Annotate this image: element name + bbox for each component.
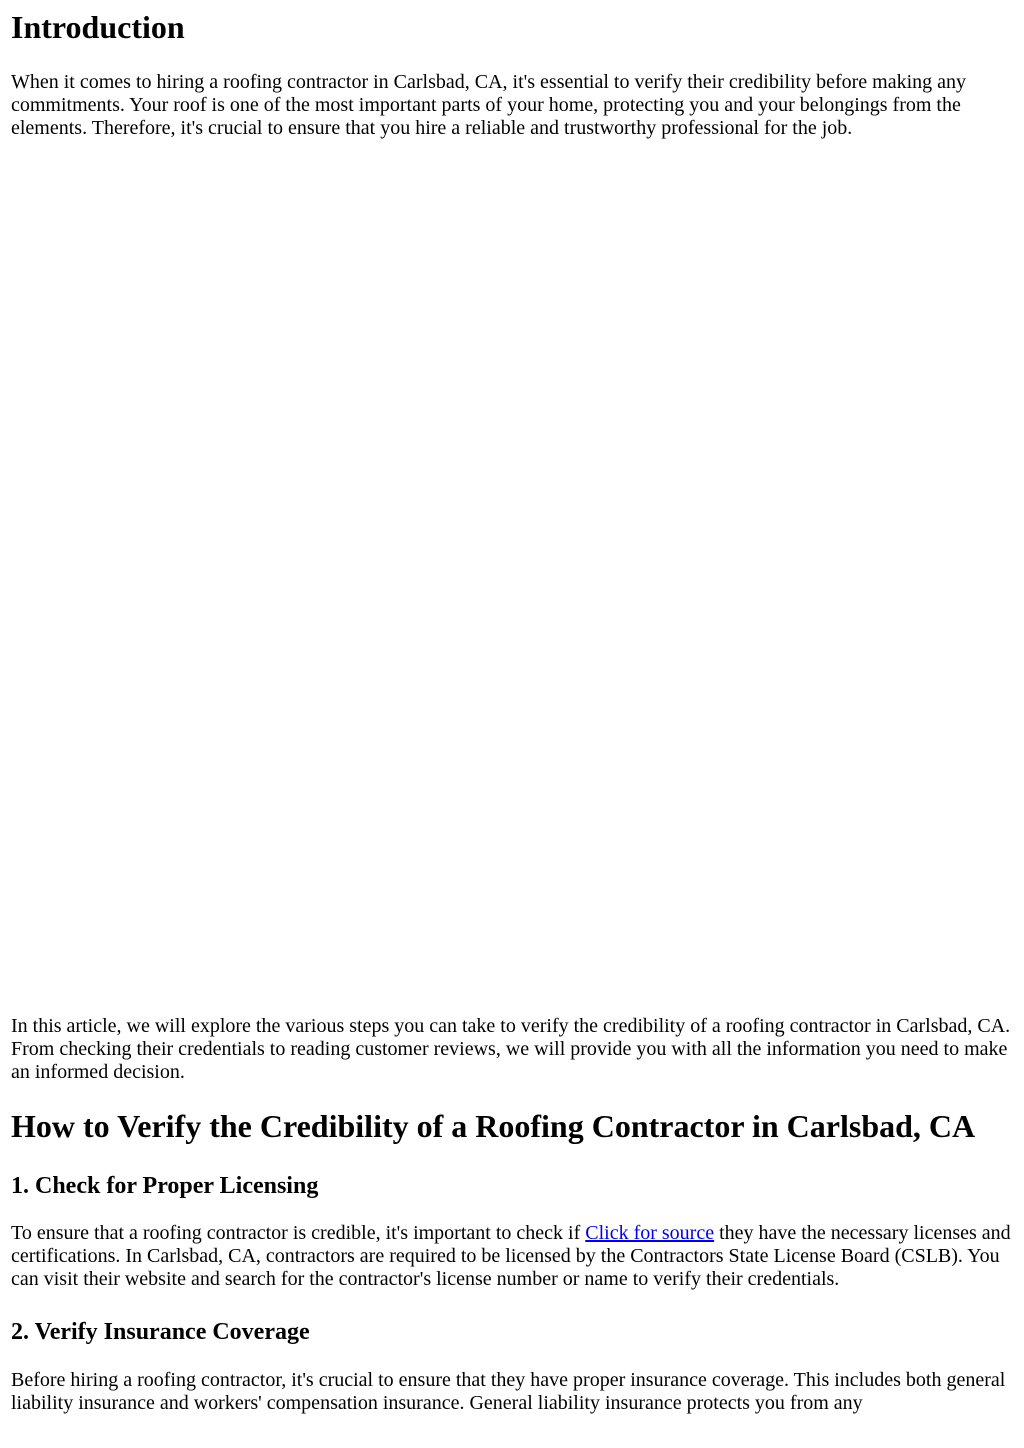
intro-heading: Introduction <box>11 9 185 45</box>
insurance-heading: 2. Verify Insurance Coverage <box>11 1319 310 1345</box>
blank-image-area <box>11 160 1013 1000</box>
article-overview-paragraph: In this article, we will explore the various steps you can take to verify the credibility of a roofing contractor in Carlsbad, CA. From checking their credentials to reading customer reviews, we will provide you with all the information you need to make an informed decision. <box>11 1015 1011 1083</box>
licensing-paragraph <box>11 1222 1013 1291</box>
insurance-paragraph: Before hiring a roofing contractor, it's crucial to ensure that they have proper insurance coverage. This includes both general liability insurance and workers' compensation insurance. General liability insurance protects you from any <box>11 1369 1006 1414</box>
licensing-text-after-link: they have the necessary licenses and certifications. In Carlsbad, CA, contractors are required to be licensed by the Contractors State License Board (CSLB). You can visit their website and search for the contractor's license number or name to verify their credentials. <box>11 1222 1011 1290</box>
licensing-heading: 1. Check for Proper Licensing <box>11 1173 319 1199</box>
licensing-text-before-link: To ensure that a roofing contractor is credible, it's important to check if <box>11 1222 586 1244</box>
source-link[interactable]: Click for source <box>585 1222 715 1244</box>
main-heading: How to Verify the Credibility of a Roofing Contractor in Carlsbad, CA <box>11 1108 976 1144</box>
intro-paragraph: When it comes to hiring a roofing contractor in Carlsbad, CA, it's essential to verify their credibility before making any commitments. Your roof is one of the most important parts of your home, protecting you and your belongings from the elements. Therefore, it's crucial to ensure that you hire a reliable and trustworthy professional for the job. <box>11 71 967 139</box>
